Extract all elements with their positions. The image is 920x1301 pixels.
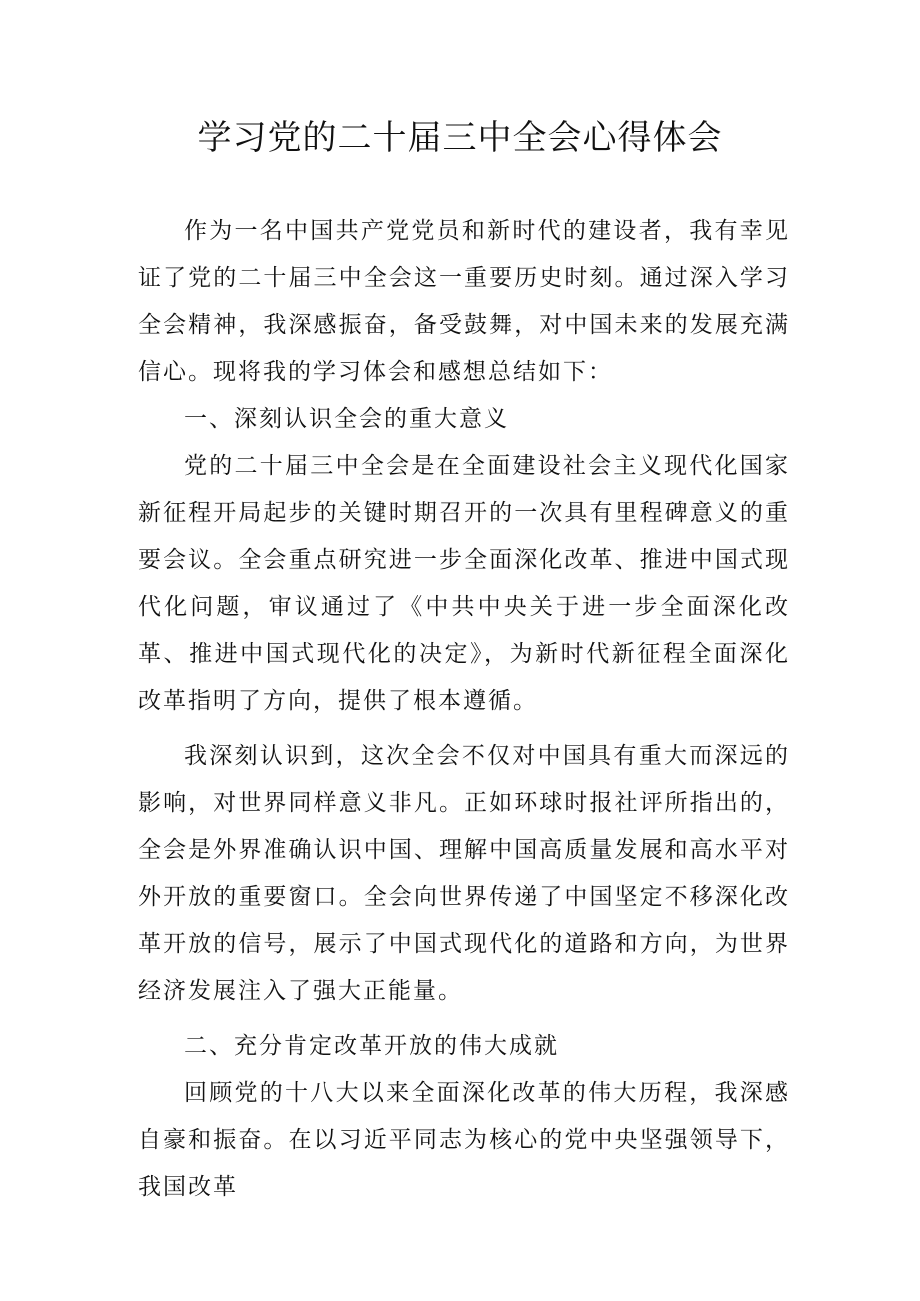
document-title: 学习党的二十届三中全会心得体会 <box>197 118 723 158</box>
section-heading-1: 一、深刻认识全会的重大意义 <box>184 406 509 432</box>
paragraph-world-impact: 我深刻认识到，这次全会不仅对中国具有重大而深远的影响，对世界同样意义非凡。正如环球时报社评所指出的，全会是外界准确认识中国、理解中国高质量发展和高水平对外开放的重要窗口。全会向世界传递了中国坚定不移深化改革开放的信号，展示了中国式现代化的道路和方向，为世界经济发展注入了强大正能量。 <box>138 743 790 1004</box>
section-heading-2: 二、充分肯定改革开放的伟大成就 <box>184 1033 559 1059</box>
paragraph-intro: 作为一名中国共产党党员和新时代的建设者，我有幸见证了党的二十届三中全会这一重要历史时刻。通过深入学习全会精神，我深感振奋，备受鼓舞，对中国未来的发展充满信心。现将我的学习体会和感想总结如下： <box>138 218 790 385</box>
paragraph-review: 回顾党的十八大以来全面深化改革的伟大历程，我深感自豪和振奋。在以习近平同志为核心的党中央坚强领导下，我国改革 <box>138 1080 790 1200</box>
document-body <box>138 208 790 1211</box>
paragraph-significance: 党的二十届三中全会是在全面建设社会主义现代化国家新征程开局起步的关键时期召开的一次具有里程碑意义的重要会议。全会重点研究进一步全面深化改革、推进中国式现代化问题，审议通过了《中共中央关于进一步全面深化改革、推进中国式现代化的决定》，为新时代新征程全面深化改革指明了方向，提供了根本遵循。 <box>138 453 790 714</box>
